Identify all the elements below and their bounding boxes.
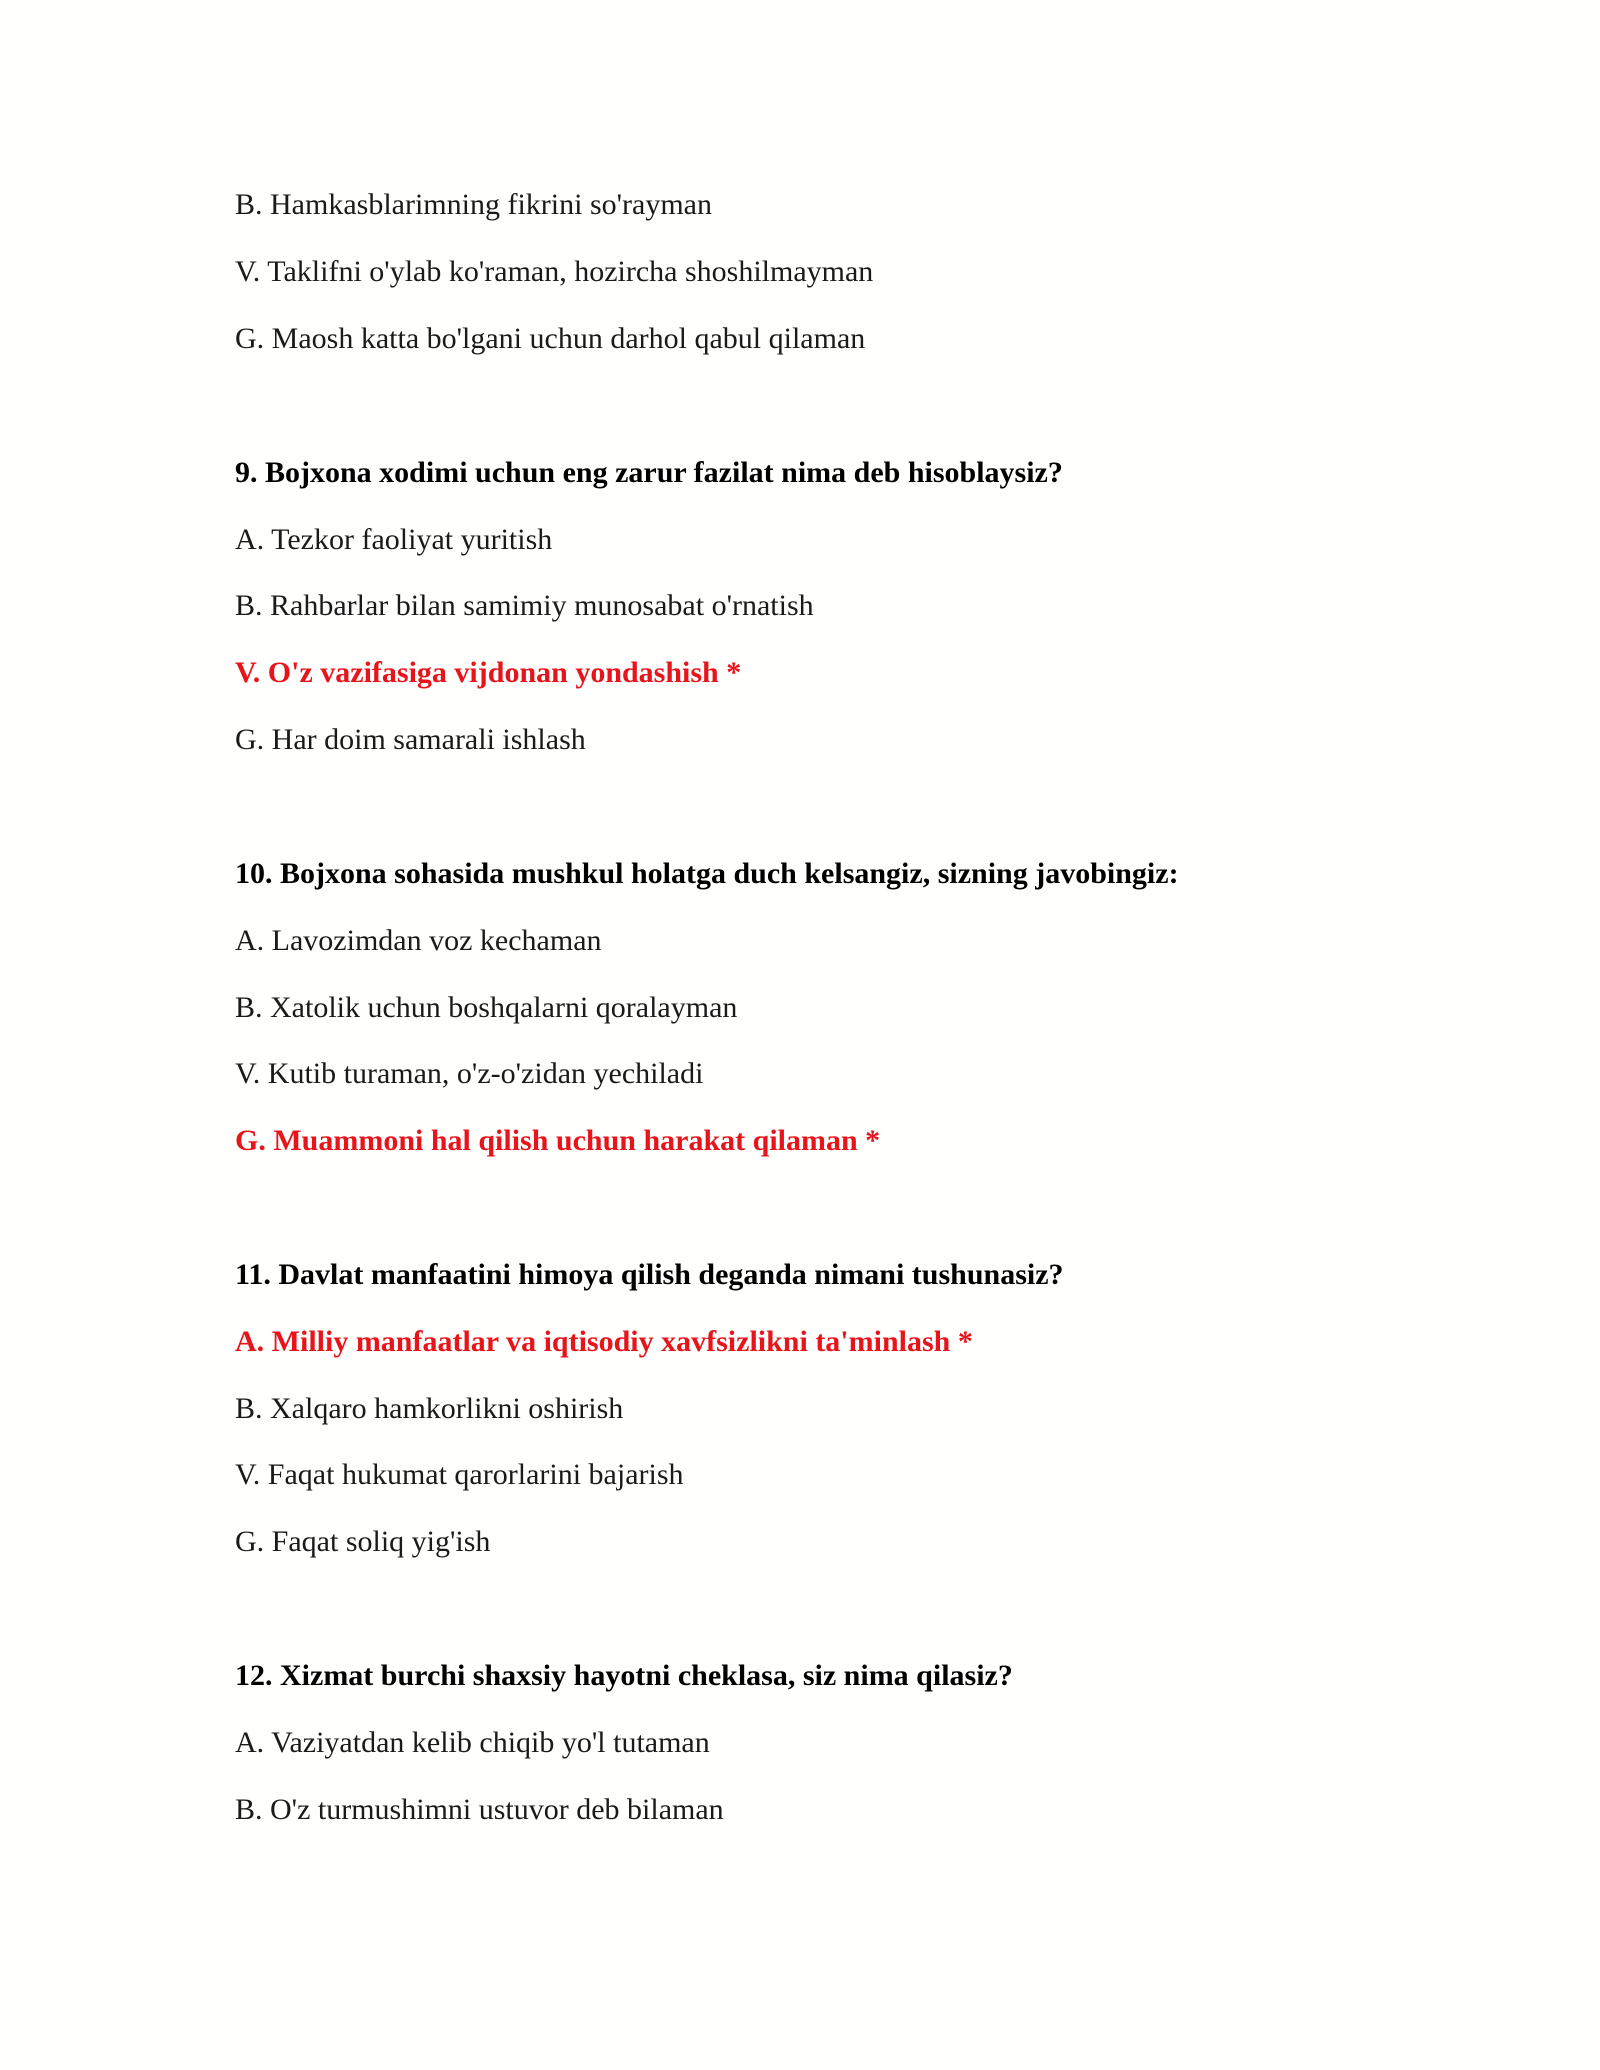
correct-answer-option: A. Milliy manfaatlar va iqtisodiy xavfsizlikni ta'minlash *	[235, 1325, 973, 1358]
answer-option: B. Hamkasblarimning fikrini so'rayman	[235, 188, 712, 221]
answer-option: G. Faqat soliq yig'ish	[235, 1525, 491, 1558]
answer-option: B. O'z turmushimni ustuvor deb bilaman	[235, 1793, 724, 1826]
correct-answer-option: V. O'z vazifasiga vijdonan yondashish *	[235, 656, 742, 689]
answer-option: V. Kutib turaman, o'z-o'zidan yechiladi	[235, 1057, 704, 1090]
answer-option: A. Lavozimdan voz kechaman	[235, 924, 602, 957]
answer-option: G. Maosh katta bo'lgani uchun darhol qabul qilaman	[235, 322, 866, 355]
answer-option: G. Har doim samarali ishlash	[235, 723, 586, 756]
question-text: 9. Bojxona xodimi uchun eng zarur fazilat nima deb hisoblaysiz?	[235, 456, 1063, 489]
correct-answer-option: G. Muammoni hal qilish uchun harakat qilaman *	[235, 1124, 881, 1157]
question-text: 12. Xizmat burchi shaxsiy hayotni cheklasa, siz nima qilasiz?	[235, 1659, 1013, 1692]
answer-option: A. Vaziyatdan kelib chiqib yo'l tutaman	[235, 1726, 710, 1759]
question-text: 11. Davlat manfaatini himoya qilish deganda nimani tushunasiz?	[235, 1258, 1064, 1291]
answer-option: B. Xalqaro hamkorlikni oshirish	[235, 1392, 624, 1425]
answer-option: B. Xatolik uchun boshqalarni qoralayman	[235, 991, 738, 1024]
question-text: 10. Bojxona sohasida mushkul holatga duch kelsangiz, sizning javobingiz:	[235, 857, 1179, 890]
answer-option: B. Rahbarlar bilan samimiy munosabat o'rnatish	[235, 589, 814, 622]
answer-option: V. Faqat hukumat qarorlarini bajarish	[235, 1458, 684, 1491]
answer-option: V. Taklifni o'ylab ko'raman, hozircha shoshilmayman	[235, 255, 874, 288]
answer-option: A. Tezkor faoliyat yuritish	[235, 523, 553, 556]
